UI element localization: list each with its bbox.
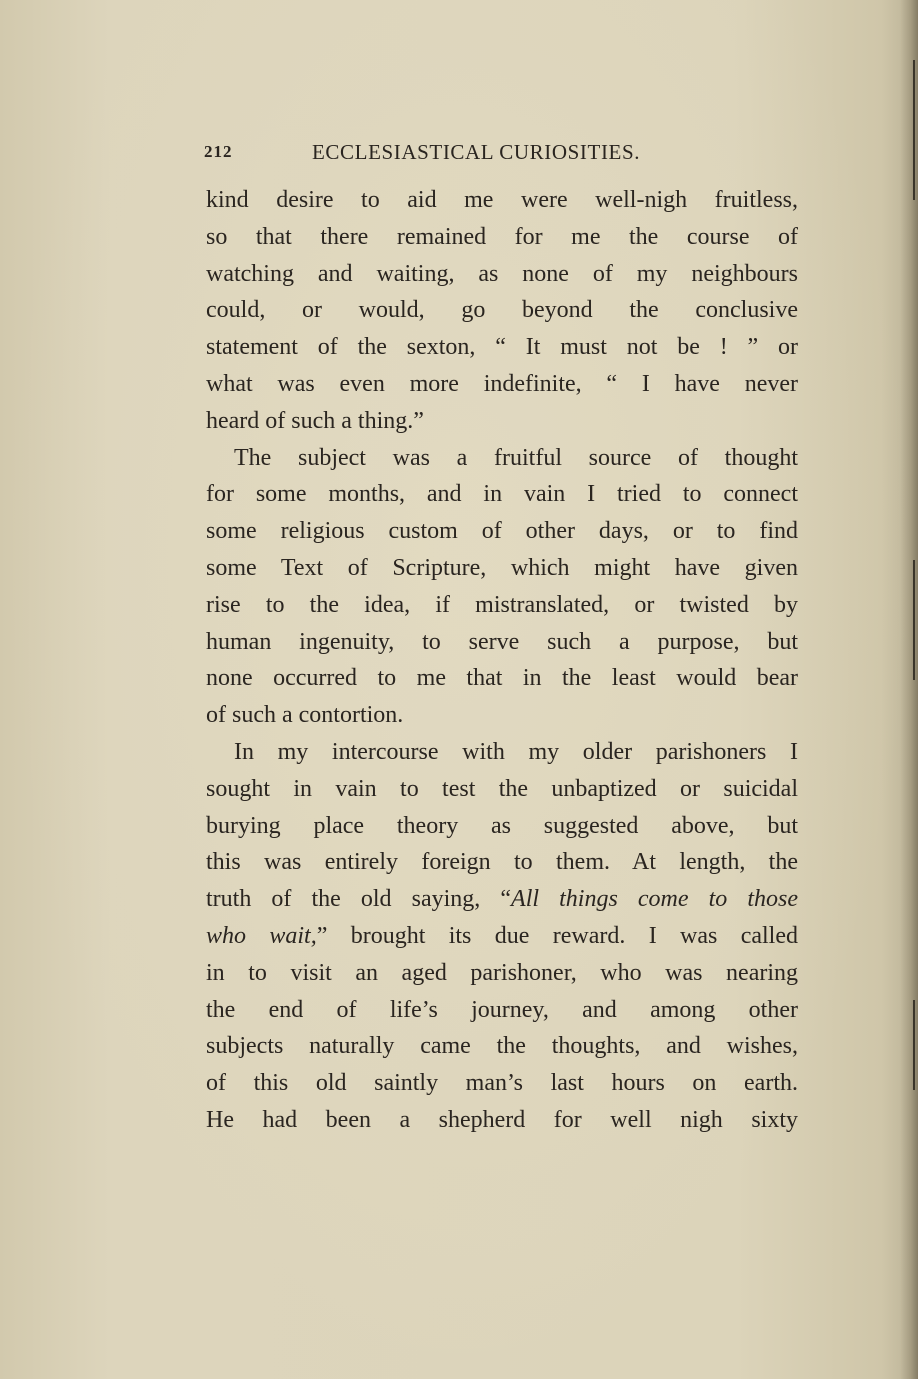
page-edge-line — [913, 1000, 915, 1090]
text-line: so that there remained for me the course of — [206, 223, 798, 250]
text-line: of this old saintly man’s last hours on earth. — [206, 1070, 798, 1097]
text-line: subjects naturally came the thoughts, and wishes, — [206, 1033, 798, 1060]
page-edge-line — [913, 60, 915, 200]
text-line: kind desire to aid me were well-nigh fruitless, — [206, 187, 798, 213]
text-line: this was entirely foreign to them. At length, the — [206, 849, 798, 876]
text-line: for some months, and in vain I tried to connect — [206, 481, 798, 508]
text-line: statement of the sexton, “ It must not be ! ” or — [206, 334, 798, 361]
text-line: human ingenuity, to serve such a purpose, but — [206, 628, 798, 655]
text-line: what was even more indefinite, “ I have never — [206, 370, 798, 397]
page-edge-shadow — [900, 0, 918, 1379]
text-segment: truth of the old saying, “ — [206, 886, 512, 913]
italic-quote: All things come to those — [511, 886, 798, 913]
text-line: some religious custom of other days, or to find — [206, 518, 798, 545]
text-line: watching and waiting, as none of my neighbours — [206, 260, 798, 287]
text-line: sought in vain to test the unbaptized or suicidal — [206, 775, 798, 802]
text-line: some Text of Scripture, which might have given — [206, 554, 798, 581]
paragraph-first-line: In my intercourse with my older parishoners I — [234, 738, 798, 765]
page-number: 212 — [204, 142, 233, 161]
page-edge-line — [913, 560, 915, 680]
text-line: the end of life’s journey, and among other — [206, 996, 798, 1023]
text-line: none occurred to me that in the least would bear — [206, 665, 798, 692]
text-line — [206, 918, 798, 955]
italic-quote: who wait, — [206, 922, 317, 949]
text-line: heard of such a thing.” — [206, 407, 424, 434]
text-line: of such a contortion. — [206, 702, 404, 729]
text-line: burying place theory as suggested above, but — [206, 812, 798, 839]
text-line — [206, 881, 798, 918]
text-line: could, or would, go beyond the conclusive — [206, 297, 798, 324]
text-segment: ” brought its due reward. I was called — [316, 922, 798, 949]
text-line: He had been a shepherd for well nigh sixty — [206, 1106, 798, 1133]
paragraph-first-line: The subject was a fruitful source of thought — [234, 444, 798, 471]
running-head: ECCLESIASTICAL CURIOSITIES. — [312, 140, 641, 164]
page-header — [204, 140, 804, 170]
text-line: rise to the idea, if mistranslated, or twisted by — [206, 591, 798, 618]
text-line: in to visit an aged parishoner, who was nearing — [206, 959, 798, 986]
body-text — [206, 182, 798, 1139]
